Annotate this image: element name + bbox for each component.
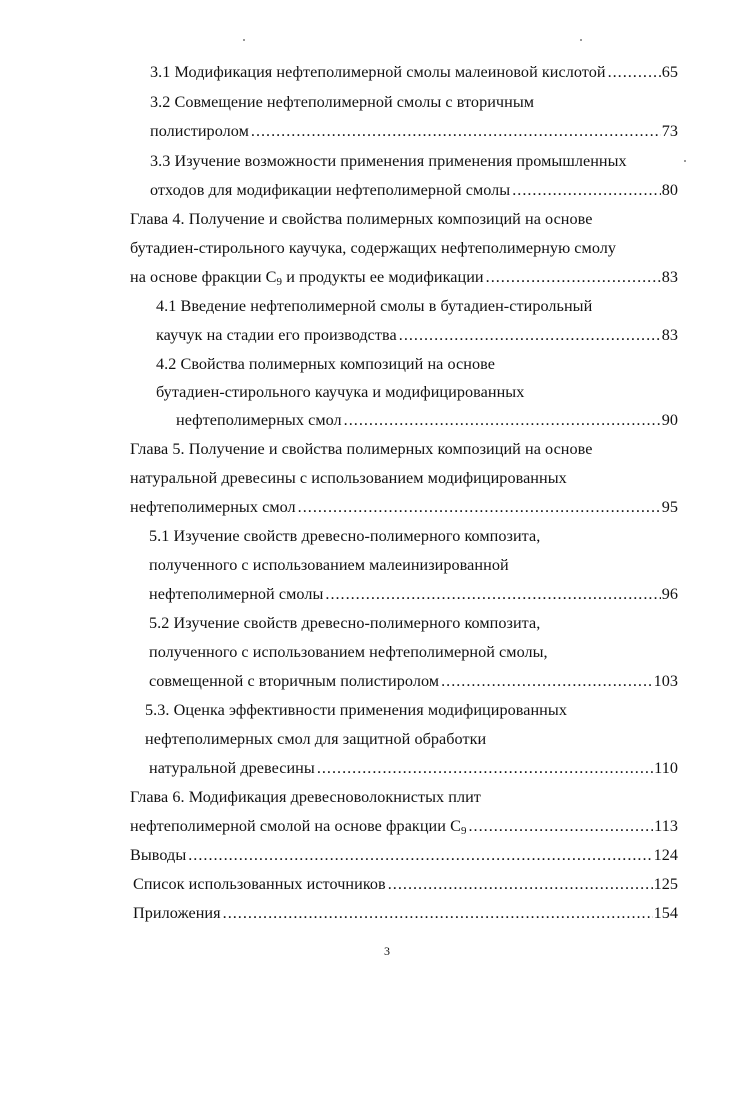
toc-entry-3-1 [150,62,678,82]
toc-appendices [133,903,678,923]
toc-entry-4-2-title: 4.2 Свойства полимерных композиций на основе [156,355,495,373]
toc-entry-4-1-title: 4.1 Введение нефтеполимерной смолы в бутадиен-стирольный [156,297,593,315]
toc-entry-title: полистиролом [150,122,249,140]
toc-chapter-5-title: Глава 5. Получение и свойства полимерных композиций на основе [130,440,593,458]
toc-leader-dots [188,845,652,865]
toc-entry-5-2-title: 5.2 Изучение свойств древесно-полимерного композита, [149,614,541,632]
page-number: 3 [384,944,390,958]
toc-entry-5-2 [149,671,678,691]
toc-chapter-5 [130,497,678,517]
toc-references [133,874,678,894]
toc-leader-dots [325,584,660,604]
toc-entry-5-1 [149,584,678,604]
toc-entry-5-2-title-cont: полученного с использованием нефтеполимерной смолы, [149,643,548,661]
toc-leader-dots [486,267,661,287]
toc-entry-3-2-title: 3.2 Совмещение нефтеполимерной смолы с вторичным [150,93,535,111]
toc-page-number: 96 [661,585,678,603]
toc-page-number: 154 [653,904,678,922]
toc-entry-title: нефтеполимерных смол [176,411,342,429]
toc-page-number: 83 [661,268,678,286]
toc-entry-5-3 [149,758,678,778]
toc-leader-dots [608,62,661,82]
toc-leader-dots [223,903,653,923]
toc-entry-5-3-title: 5.3. Оценка эффективности применения модифицированных [145,701,567,719]
toc-entry-title: нефтеполимерной смолы [149,585,324,603]
toc-chapter-4-title: Глава 4. Получение и свойства полимерных композиций на основе [130,210,593,228]
toc-entry-title: каучук на стадии его производства [156,326,397,344]
toc-entry-title: совмещенной с вторичным полистиролом [149,672,440,690]
toc-chapter-5-title-cont: натуральной древесины с использованием модифицированных [130,469,567,487]
toc-leader-dots [388,874,653,894]
toc-conclusions [130,845,678,865]
toc-leader-dots [399,325,661,345]
toc-chapter-4-title-cont: бутадиен-стирольного каучука, содержащих нефтеполимерную смолу [130,239,617,257]
toc-entry-title: нефтеполимерной смолой на основе фракции С9 [130,817,467,837]
toc-entry-4-2-title-cont: бутадиен-стирольного каучука и модифицированных [156,383,525,401]
toc-page-number: 90 [661,411,678,429]
toc-leader-dots [298,497,661,517]
toc-page-number: 73 [661,122,678,140]
toc-entry-title: 3.1 Модификация нефтеполимерной смолы малеиновой кислотой [150,63,606,81]
toc-page-number: 125 [653,875,678,893]
scan-speck [243,39,245,41]
toc-entry-title: нефтеполимерных смол [130,498,296,516]
toc-leader-dots [441,671,652,691]
toc-entry-title: натуральной древесины [149,759,315,777]
toc-entry-title: на основе фракции С9 и продукты ее модификации [130,268,484,288]
toc-entry-3-3 [150,180,678,200]
toc-leader-dots [317,758,653,778]
toc-page-number: 65 [661,63,678,81]
toc-page-number: 95 [661,498,678,516]
toc-page-number: 113 [654,817,678,835]
scan-speck [580,39,582,41]
toc-entry-4-2 [176,410,678,430]
toc-leader-dots [512,180,660,200]
toc-page-number: 110 [654,759,678,777]
toc-leader-dots [344,410,661,430]
toc-chapter-4 [130,267,678,289]
toc-page-number: 103 [653,672,678,690]
scan-speck [684,160,686,162]
toc-entry-3-3-title: 3.3 Изучение возможности применения применения промышленных [150,152,627,170]
toc-chapter-6-title: Глава 6. Модификация древесноволокнистых плит [130,788,481,806]
toc-entry-title: отходов для модификации нефтеполимерной смолы [150,181,511,199]
toc-leader-dots [251,121,661,141]
toc-chapter-6 [130,816,678,838]
toc-leader-dots [469,816,654,836]
toc-entry-4-1 [156,325,678,345]
toc-page-number: 124 [653,846,678,864]
toc-entry-5-1-title: 5.1 Изучение свойств древесно-полимерного композита, [149,527,541,545]
toc-page-number: 83 [661,326,678,344]
toc-entry-5-1-title-cont: полученного с использованием малеинизированной [149,556,509,574]
toc-entry-title: Приложения [133,904,221,922]
toc-entry-5-3-title-cont: нефтеполимерных смол для защитной обработки [145,730,487,748]
toc-entry-title: Выводы [130,846,187,864]
toc-entry-3-2 [150,121,678,141]
toc-entry-title: Список использованных источников [133,875,386,893]
toc-page-number: 80 [661,181,678,199]
